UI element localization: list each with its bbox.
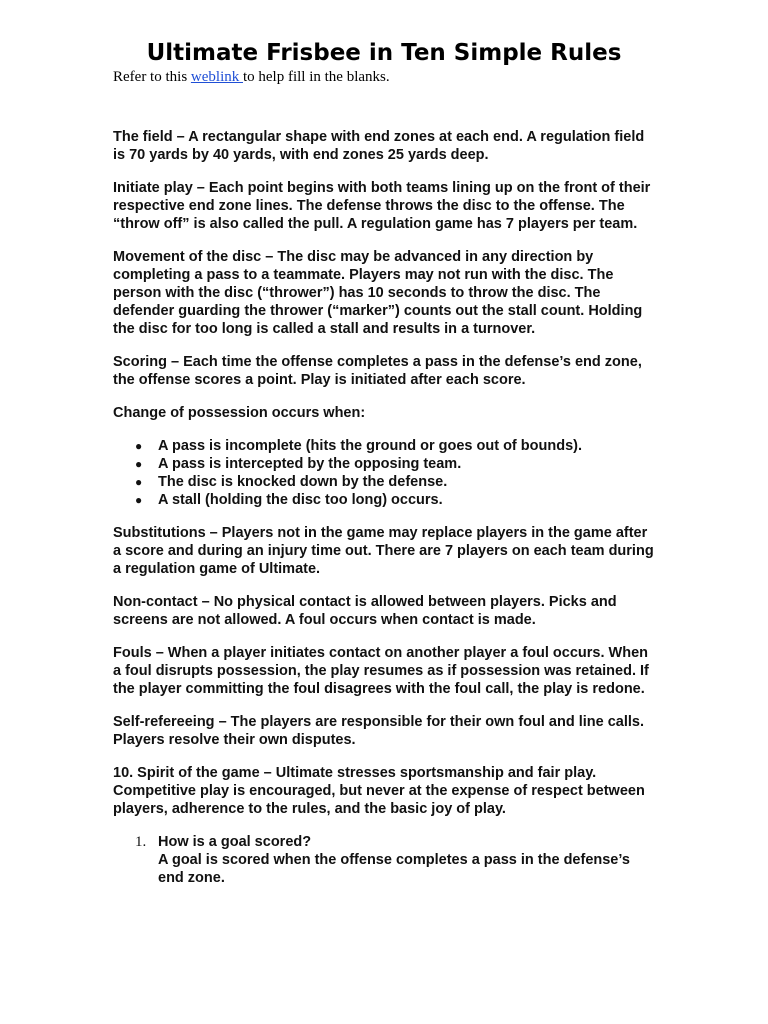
rule-movement: Movement of the disc – The disc may be advanced in any direction by completing a pass to a teammate. Players may not run with the disc. The person with the disc (“thrower”) has 10 seconds to throw the disc. The defender guarding the thrower (“marker”) counts out the stall count. Holding the disc for too long is called a stall and results in a turnover. — [113, 249, 643, 337]
list-item — [113, 455, 658, 473]
list-item — [113, 491, 658, 509]
question-text: How is a goal scored? — [158, 834, 312, 850]
list-item-text: A pass is incomplete (hits the ground or goes out of bounds). — [158, 438, 582, 454]
list-item — [113, 437, 658, 455]
rules-body — [113, 128, 658, 887]
weblink-link[interactable]: weblink — [190, 69, 243, 85]
rule-self-refereeing: Self-refereeing – The players are responsible for their own foul and line calls. Players resolve their own disputes. — [113, 714, 645, 748]
rule-spirit: 10. Spirit of the game – Ultimate stresses sportsmanship and fair play. Competitive play is encouraged, but never at the expense of respect between players, adherence to the rules, and the basic joy of play. — [113, 765, 645, 817]
question-number: 1. — [135, 834, 147, 850]
bullet-icon: ● — [135, 457, 143, 471]
questions-list — [113, 833, 658, 887]
list-item-text: The disc is knocked down by the defense. — [158, 474, 448, 490]
rule-field: The field – A rectangular shape with end zones at each end. A regulation field is 70 yards by 40 yards, with end zones 25 yards deep. — [113, 129, 645, 163]
answer-text: A goal is scored when the offense completes a pass in the defense’s end zone. — [158, 852, 630, 886]
bullet-icon: ● — [135, 439, 143, 453]
question-item — [113, 833, 658, 887]
rule-change-possession: Change of possession occurs when: — [113, 405, 366, 421]
list-item-text: A stall (holding the disc too long) occurs. — [158, 492, 443, 508]
list-item — [113, 473, 658, 491]
page-title: Ultimate Frisbee in Ten Simple Rules — [146, 40, 622, 66]
refer-line — [113, 69, 390, 86]
rule-scoring: Scoring – Each time the offense completes a pass in the defense’s end zone, the offense scores a point. Play is initiated after each score. — [113, 354, 642, 388]
rule-initiate-play: Initiate play – Each point begins with both teams lining up on the front of their respective end zone lines. The defense throws the disc to the offense. The “throw off” is also called the pull. A regulation game has 7 players per team. — [113, 180, 651, 232]
rule-substitutions: Substitutions – Players not in the game may replace players in the game after a score and during an injury time out. There are 7 players on each team during a regulation game of Ultimate. — [113, 525, 654, 577]
possession-list — [113, 437, 658, 509]
bullet-icon: ● — [135, 475, 143, 489]
refer-suffix: to help fill in the blanks. — [242, 69, 390, 85]
refer-prefix: Refer to this — [113, 69, 191, 85]
list-item-text: A pass is intercepted by the opposing team. — [158, 456, 462, 472]
rule-fouls: Fouls – When a player initiates contact on another player a foul occurs. When a foul disrupts possession, the play resumes as if possession was retained. If the player committing the foul disagrees with the foul call, the play is redone. — [113, 645, 649, 697]
bullet-icon: ● — [135, 493, 143, 507]
rule-non-contact: Non-contact – No physical contact is allowed between players. Picks and screens are not allowed. A foul occurs when contact is made. — [113, 594, 617, 628]
